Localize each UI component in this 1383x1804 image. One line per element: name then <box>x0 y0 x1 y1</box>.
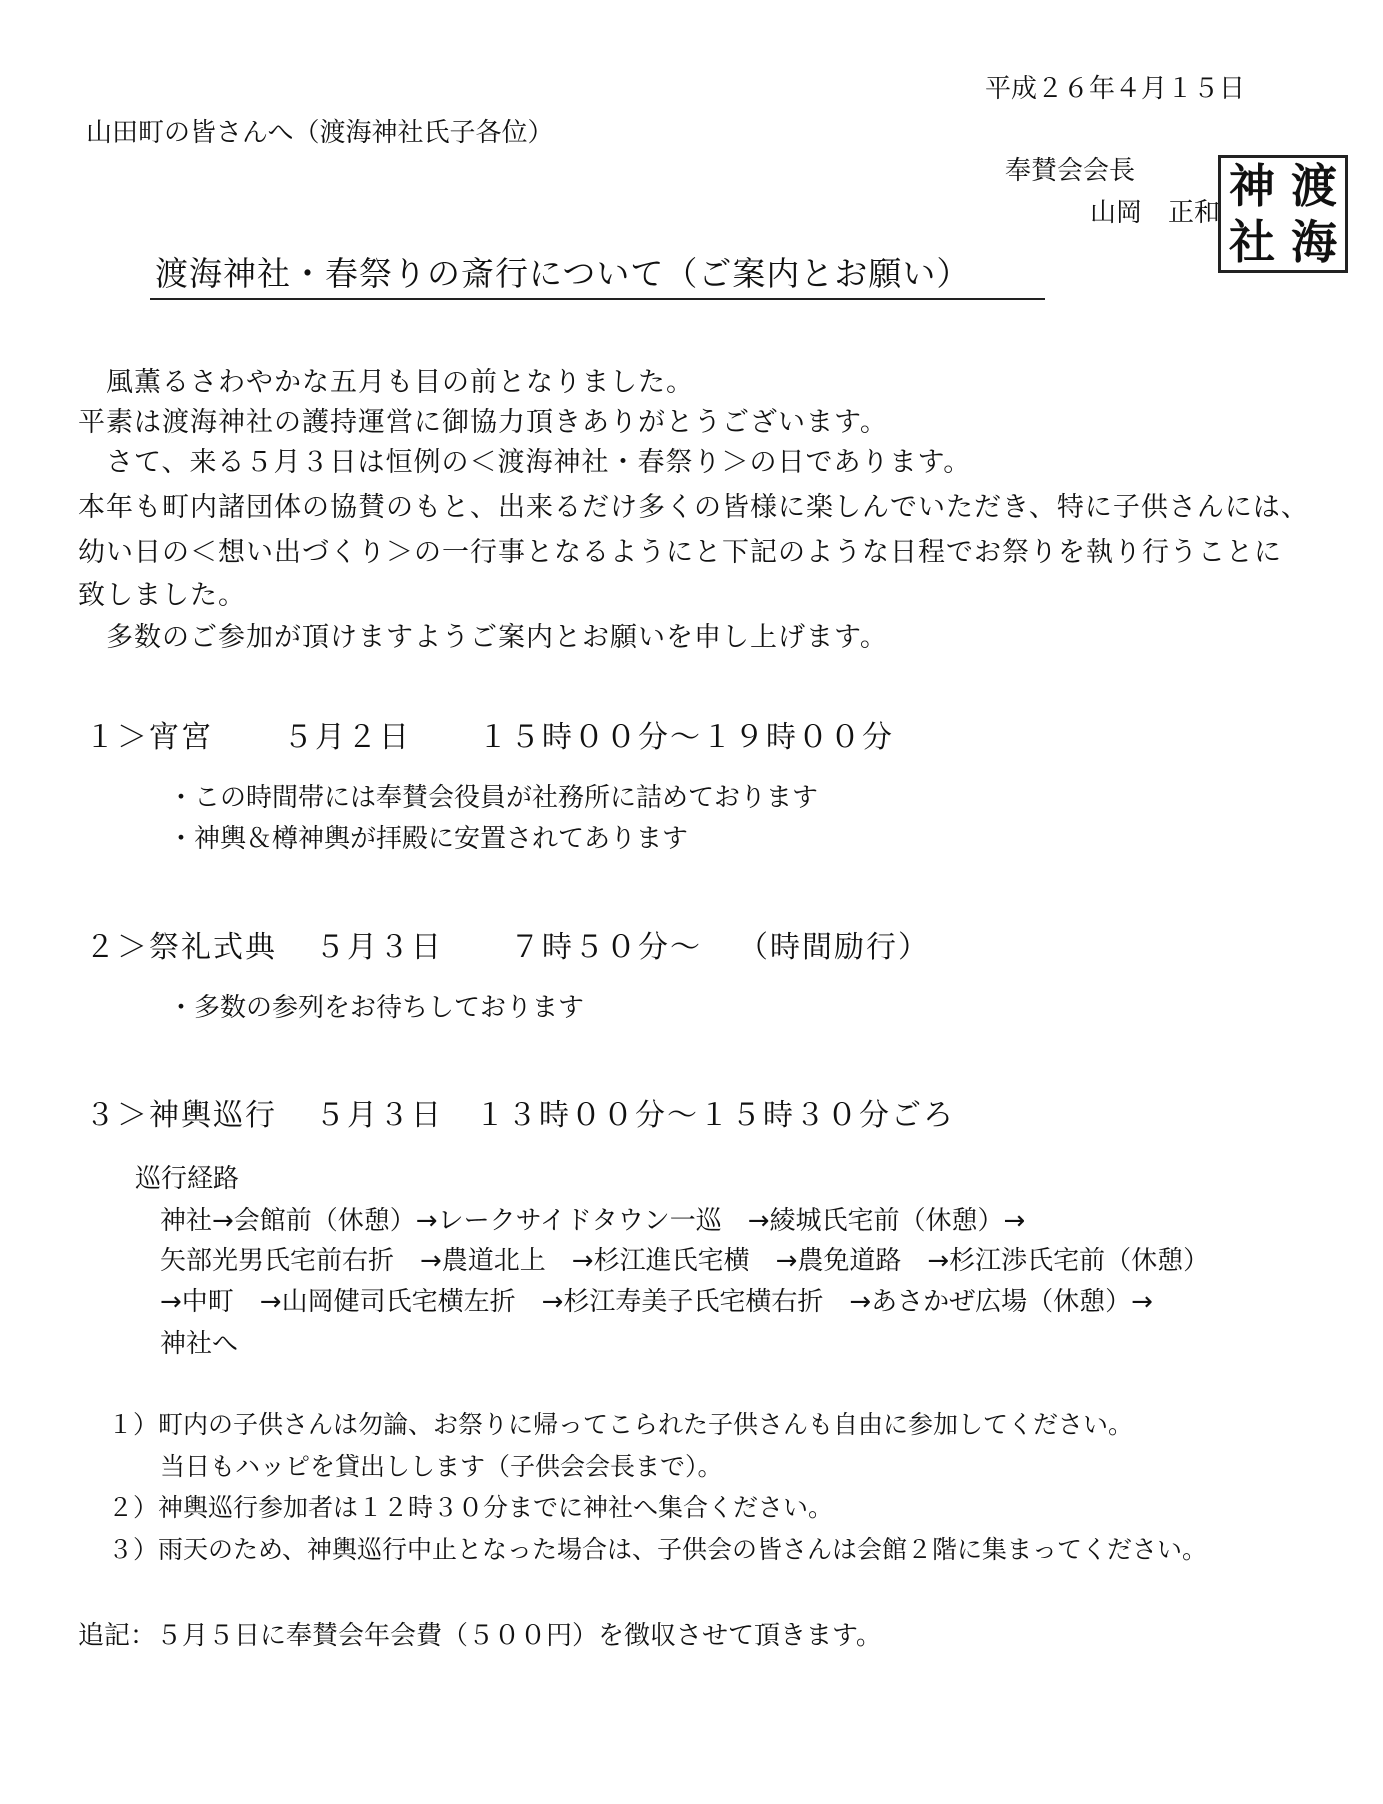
note-item: ２）神輿巡行参加者は１２時３０分までに神社へ集合ください。 <box>108 1493 834 1522</box>
intro-line: 致しました。 <box>78 580 246 611</box>
document-date: 平成２６年４月１５日 <box>985 74 1246 104</box>
seal-char: 社 <box>1229 215 1275 269</box>
intro-line: 平素は渡海神社の護持運営に御協力頂きありがとうございます。 <box>78 407 888 438</box>
event-2-extra: （時間励行） <box>738 930 930 965</box>
intro-line: 多数のご参加が頂けますようご案内とお願いを申し上げます。 <box>78 622 888 653</box>
route-line: 神社へ <box>160 1329 239 1359</box>
shrine-seal-stamp <box>1218 155 1348 273</box>
note-item: １）町内の子供さんは勿論、お祭りに帰ってこられた子供さんも自由に参加してください。 <box>108 1410 1134 1439</box>
intro-line: 風薫るさわやかな五月も目の前となりました。 <box>78 367 694 398</box>
event-1-name: １＞宵宮 <box>85 720 213 755</box>
seal-char: 渡 <box>1291 159 1337 213</box>
event-1-date: ５月２日 <box>283 720 411 755</box>
event-3-date: ５月３日 <box>315 1098 443 1133</box>
intro-line: 幼い日の＜想い出づくり＞の一行事となるようにと下記のような日程でお祭りを執り行うことに <box>78 537 1282 568</box>
document-title: 渡海神社・春祭りの斎行について（ご案内とお願い） <box>155 254 971 293</box>
event-1-note: ・この時間帯には奉賛会役員が社務所に詰めております <box>168 783 819 813</box>
event-3-name: ３＞神輿巡行 <box>85 1098 277 1133</box>
postscript: 追記：５月５日に奉賛会年会費（５００円）を徴収させて頂きます。 <box>78 1621 882 1651</box>
sender-name: 山岡 正和 <box>1090 198 1221 228</box>
route-label: 巡行経路 <box>135 1164 240 1194</box>
event-1-time: １５時００分～１９時００分 <box>478 720 894 755</box>
seal-char: 海 <box>1291 215 1337 269</box>
event-2-note: ・多数の参列をお待ちしております <box>168 993 585 1023</box>
event-2-name: ２＞祭礼式典 <box>85 930 277 965</box>
route-line: 矢部光男氏宅前右折 →農道北上 →杉江進氏宅横 →農免道路 →杉江渉氏宅前（休憩） <box>160 1246 1210 1276</box>
recipient-line: 山田町の皆さんへ（渡海神社氏子各位） <box>86 118 554 148</box>
intro-line: 本年も町内諸団体の協賛のもと、出来るだけ多くの皆様に楽しんでいただき、特に子供さんには、 <box>78 492 1309 523</box>
note-item: ３）雨天のため、神輿巡行中止となった場合は、子供会の皆さんは会館２階に集まってください。 <box>108 1535 1208 1564</box>
event-2-date: ５月３日 <box>315 930 443 965</box>
title-underline <box>150 298 1045 300</box>
sender-title: 奉賛会会長 <box>1005 156 1136 186</box>
route-line: 神社→会館前（休憩）→レークサイドタウン一巡 →綾城氏宅前（休憩）→ <box>160 1206 1026 1236</box>
intro-line: さて、来る５月３日は恒例の＜渡海神社・春祭り＞の日であります。 <box>78 447 972 478</box>
route-line: →中町 →山岡健司氏宅横左折 →杉江寿美子氏宅横右折 →あさかぜ広場（休憩）→ <box>160 1287 1153 1317</box>
event-2-time: ７時５０分～ <box>510 930 702 965</box>
seal-char: 神 <box>1229 159 1275 213</box>
note-item: 当日もハッピを貸出しします（子供会会長まで）。 <box>160 1452 723 1481</box>
event-1-note: ・神輿＆樽神輿が拝殿に安置されてあります <box>168 824 689 854</box>
event-3-time: １３時００分～１５時３０分ごろ <box>475 1098 955 1133</box>
